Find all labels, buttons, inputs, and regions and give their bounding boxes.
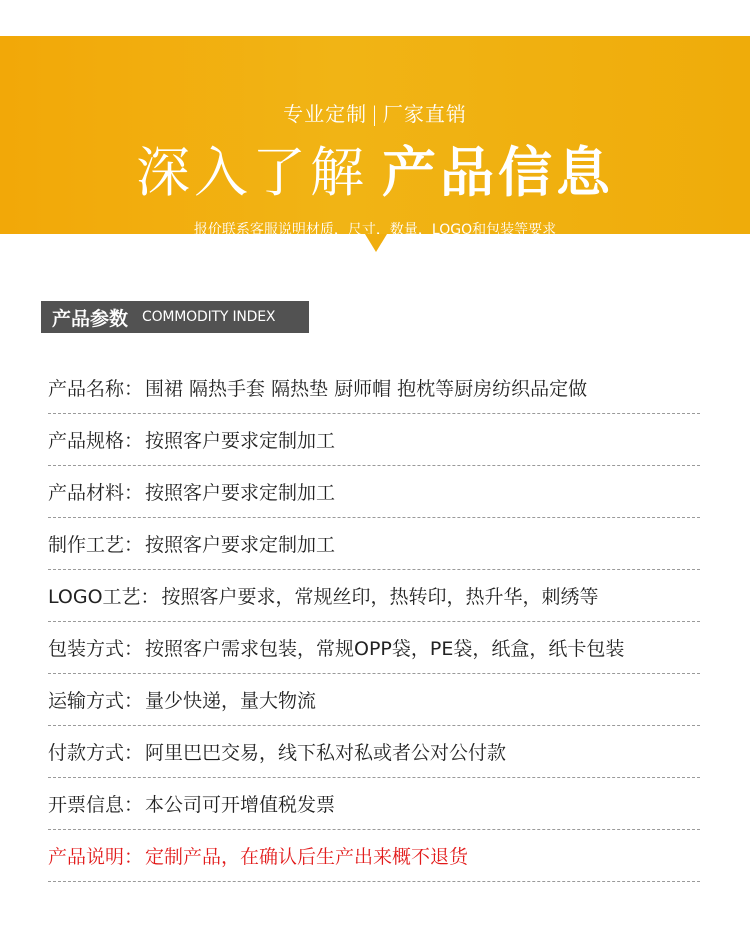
section-header [41, 301, 309, 333]
spec-row-packaging [48, 622, 700, 674]
spec-label: 制作工艺： [48, 534, 144, 556]
banner-title-bold: 产品信息 [382, 141, 614, 204]
spec-label: LOGO工艺： [48, 586, 160, 608]
spec-label: 产品规格： [48, 430, 144, 452]
spec-value: 按照客户要求定制加工 [145, 430, 336, 452]
banner-title [0, 140, 750, 206]
spec-row-size [48, 414, 700, 466]
spec-label: 包装方式： [48, 638, 144, 660]
banner-title-light: 深入了解 [136, 141, 368, 204]
spec-value: 量少快递，量大物流 [145, 690, 317, 712]
tagline-separator: | [371, 102, 379, 126]
spec-value: 按照客户要求，常规丝印，热转印，热升华，刺绣等 [161, 586, 599, 608]
banner-pointer-arrow [365, 234, 387, 252]
banner-subtitle: 报价联系客服说明材质，尺寸，数量，LOGO和包装等要求 [193, 222, 557, 238]
spec-row-payment [48, 726, 700, 778]
spec-label: 产品材料： [48, 482, 144, 504]
spec-row-name [48, 362, 700, 414]
header-banner [0, 36, 750, 238]
spec-row-material [48, 466, 700, 518]
spec-value: 本公司可开增值税发票 [145, 794, 336, 816]
spec-row-logo-craft [48, 570, 700, 622]
banner-tagline [0, 98, 750, 127]
spec-label: 运输方式： [48, 690, 144, 712]
spec-value: 阿里巴巴交易，线下私对私或者公对公付款 [145, 742, 507, 764]
spec-list [48, 362, 700, 882]
spec-label: 开票信息： [48, 794, 144, 816]
spec-row-craft [48, 518, 700, 570]
spec-row-notice [48, 830, 700, 882]
spec-row-shipping [48, 674, 700, 726]
spec-value: 围裙 隔热手套 隔热垫 厨师帽 抱枕等厨房纺织品定做 [145, 378, 588, 400]
spec-label: 产品名称： [48, 378, 144, 400]
spec-label: 付款方式： [48, 742, 144, 764]
tagline-custom: 专业定制 [283, 102, 368, 126]
spec-value: 按照客户需求包装，常规OPP袋，PE袋，纸盒，纸卡包装 [145, 638, 625, 660]
spec-value: 按照客户要求定制加工 [145, 534, 336, 556]
section-title-en: COMMODITY INDEX [142, 309, 276, 325]
spec-label: 产品说明： [48, 846, 144, 868]
tagline-direct-sale: 厂家直销 [382, 102, 467, 126]
spec-value: 定制产品，在确认后生产出来概不退货 [145, 846, 469, 868]
spec-row-invoice [48, 778, 700, 830]
section-title-cn: 产品参数 [52, 307, 129, 330]
spec-value: 按照客户要求定制加工 [145, 482, 336, 504]
